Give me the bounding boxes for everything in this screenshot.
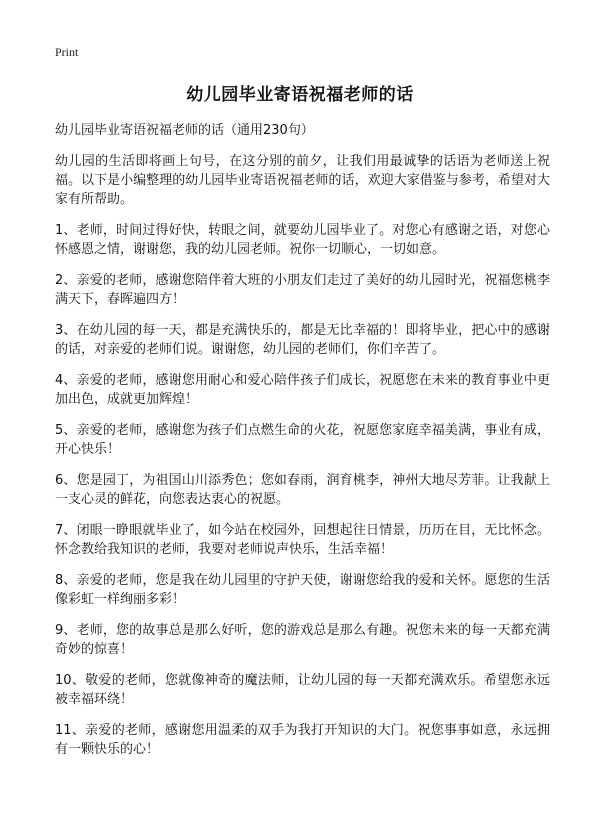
list-item: 11、亲爱的老师，感谢您用温柔的双手为我打开知识的大门。祝您事事如意，永远拥有一颗快乐的心！ — [55, 723, 550, 757]
list-item: 6、您是园丁，为祖国山川添秀色；您如春雨，润育桃李，神州大地尽芳菲。让我献上一支心灵的鲜花，向您表达衷心的祝愿。 — [55, 473, 550, 507]
list-item: 4、亲爱的老师，感谢您用耐心和爱心陪伴孩子们成长，祝愿您在未来的教育事业中更加出色，成就更加辉煌！ — [55, 373, 550, 407]
list-item: 8、亲爱的老师，您是我在幼儿园里的守护天使，谢谢您给我的爱和关怀。愿您的生活像彩虹一样绚丽多彩！ — [55, 573, 550, 607]
list-item: 3、在幼儿园的每一天，都是充满快乐的，都是无比幸福的！即将毕业，把心中的感谢的话，对亲爱的老师们说。谢谢您，幼儿园的老师们，你们辛苦了。 — [55, 323, 550, 357]
list-item: 1、老师，时间过得好快，转眼之间，就要幼儿园毕业了。对您心有感谢之语，对您心怀感恩之情，谢谢您，我的幼儿园老师。祝你一切顺心，一切如意。 — [55, 223, 550, 257]
list-item: 9、老师，您的故事总是那么好听，您的游戏总是那么有趣。祝您未来的每一天都充满奇妙的惊喜！ — [55, 623, 550, 657]
article-subtitle: 幼儿园毕业寄语祝福老师的话（通用230句） — [55, 123, 314, 138]
list-item: 2、亲爱的老师，感谢您陪伴着大班的小朋友们走过了美好的幼儿园时光，祝福您桃李满天下，春晖遍四方！ — [55, 273, 550, 307]
page-title: 幼儿园毕业寄语祝福老师的话 — [186, 85, 414, 105]
print-link[interactable]: Print — [55, 45, 79, 59]
article-body — [55, 121, 550, 771]
intro-paragraph: 幼儿园的生活即将画上句号，在这分别的前夕，让我们用最诚挚的话语为老师送上祝福。以下是小编整理的幼儿园毕业寄语祝福老师的话，欢迎大家借鉴与参考，希望对大家有所帮助。 — [55, 154, 550, 207]
list-item: 5、亲爱的老师，感谢您为孩子们点燃生命的火花，祝愿您家庭幸福美满，事业有成，开心快乐！ — [55, 423, 550, 457]
list-item: 7、闭眼一睁眼就毕业了，如今站在校园外，回想起往日情景，历历在目，无比怀念。怀念教给我知识的老师，我要对老师说声快乐，生活幸福！ — [55, 523, 550, 557]
list-item: 10、敬爱的老师，您就像神奇的魔法师，让幼儿园的每一天都充满欢乐。希望您永远被幸福环绕！ — [55, 673, 550, 707]
